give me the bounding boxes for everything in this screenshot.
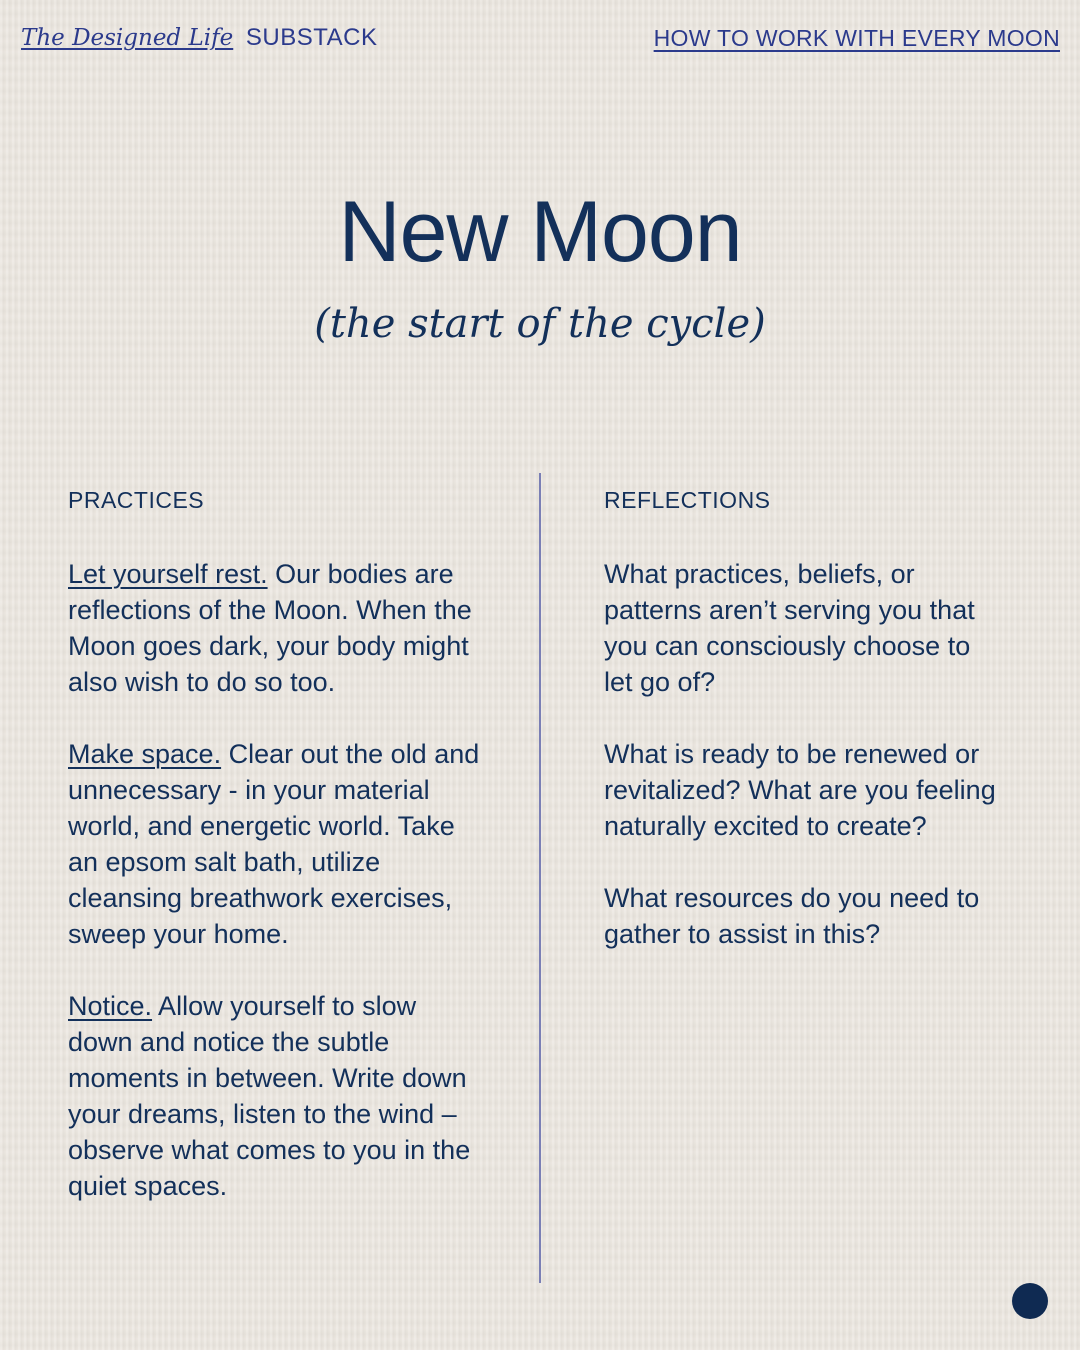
- reflection-item: What resources do you need to gather to assist in this?: [604, 883, 980, 949]
- reflection-item: What practices, beliefs, or patterns aren’t serving you that you can consciously choose to let go of?: [604, 559, 975, 697]
- practice-item: [68, 556, 488, 700]
- practice-text: Our bodies are reflections of the Moon. When the Moon goes dark, your body might also wish to do so too.: [68, 559, 472, 697]
- brand-name-link[interactable]: The Designed Life: [21, 25, 234, 51]
- practice-item: [68, 988, 488, 1204]
- page-title: New Moon: [338, 184, 742, 280]
- practice-lead: Make space.: [68, 739, 222, 769]
- practice-text: Allow yourself to slow down and notice the subtle moments in between. Write down your dreams, listen to the wind – observe what comes to you in the quiet spaces.: [68, 991, 471, 1201]
- page-subtitle: (the start of the cycle): [314, 301, 766, 347]
- practice-lead: Let yourself rest.: [68, 559, 268, 589]
- column-divider: [539, 473, 541, 1283]
- series-link[interactable]: HOW TO WORK WITH EVERY MOON: [653, 25, 1060, 51]
- brand-header: [21, 22, 378, 54]
- practice-text: Clear out the old and unnecessary - in your material world, and energetic world. Take an epsom salt bath, utilize cleansing breathwork exercises, sweep your home.: [68, 739, 480, 949]
- reflections-heading: REFLECTIONS: [604, 487, 771, 513]
- reflections-column: [604, 484, 1004, 988]
- practices-column: [68, 484, 488, 1240]
- practice-item: [68, 736, 488, 952]
- reflection-item: What is ready to be renewed or revitalized? What are you feeling naturally excited to create?: [604, 739, 996, 841]
- brand-substack-label: SUBSTACK: [245, 24, 378, 51]
- practices-heading: PRACTICES: [68, 487, 205, 513]
- filled-circle-icon: [1012, 1283, 1048, 1319]
- practice-lead: Notice.: [68, 991, 153, 1021]
